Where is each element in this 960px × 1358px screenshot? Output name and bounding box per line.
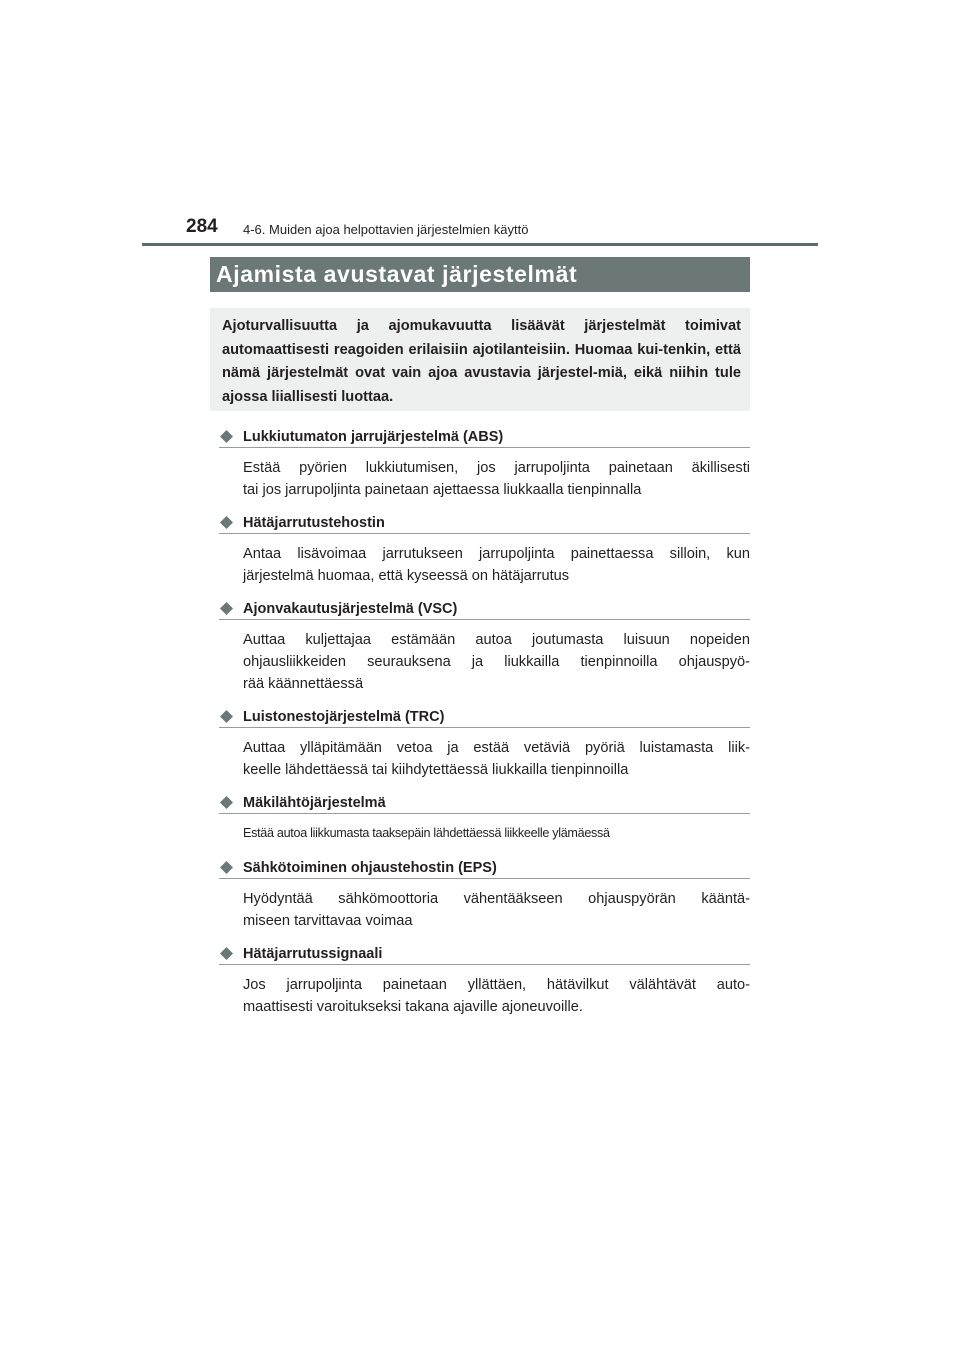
diamond-bullet-icon	[220, 602, 233, 615]
section-title: Luistonestojärjestelmä (TRC)	[243, 708, 445, 725]
section-title: Lukkiutumaton jarrujärjestelmä (ABS)	[243, 428, 504, 445]
section-heading	[219, 598, 750, 620]
body-line: rää käännettäessä	[243, 676, 364, 692]
section	[219, 706, 750, 781]
intro-box: Ajoturvallisuutta ja ajomukavuutta lisäävät järjestelmät toimivat automaattisesti reagoiden erilaisiin ajotilanteisiin. Huomaa kui-tenkin, että nämä järjestelmät ovat vain ajoa avustavia järjestel-miä, eikä niihin tule ajossa liiallisesti luottaa.	[210, 308, 750, 411]
section-title: Hätäjarrutussignaali	[243, 945, 383, 962]
body-line: Jos jarrupoljinta painetaan yllättäen, hätävilkut välähtävät auto-	[243, 977, 750, 993]
section	[219, 512, 750, 587]
diamond-bullet-icon	[220, 710, 233, 723]
page-title: Ajamista avustavat järjestelmät	[210, 257, 750, 292]
section-title: Hätäjarrutustehostin	[243, 514, 385, 531]
section-body	[243, 823, 750, 843]
section-heading	[219, 706, 750, 728]
body-line: ohjausliikkeiden seurauksena ja liukkailla tienpinnoilla ohjauspyö-	[243, 654, 750, 670]
body-line: Auttaa ylläpitämään vetoa ja estää vetäviä pyöriä luistamasta liik-	[243, 740, 750, 756]
section-heading	[219, 426, 750, 448]
running-head: 4-6. Muiden ajoa helpottavien järjestelmien käyttö	[243, 222, 529, 237]
section-heading	[219, 512, 750, 534]
section-body	[243, 629, 750, 695]
section-body	[243, 737, 750, 781]
section	[219, 426, 750, 501]
section	[219, 943, 750, 1018]
sections-container	[219, 426, 750, 1029]
body-line: järjestelmä huomaa, että kyseessä on hätäjarrutus	[243, 568, 570, 584]
body-line: Hyödyntää sähkömoottoria vähentääkseen ohjauspyörän kääntä-	[243, 891, 750, 907]
section-body	[243, 974, 750, 1018]
section-heading	[219, 857, 750, 879]
body-line: maattisesti varoitukseksi takana ajaville ajoneuvoille.	[243, 999, 583, 1015]
body-line: miseen tarvittavaa voimaa	[243, 913, 413, 929]
diamond-bullet-icon	[220, 516, 233, 529]
section	[219, 598, 750, 695]
section-title: Sähkötoiminen ohjaustehostin (EPS)	[243, 859, 497, 876]
body-line: Estää autoa liikkumasta taaksepäin lähdettäessä liikkeelle ylämäessä	[243, 826, 610, 840]
diamond-bullet-icon	[220, 861, 233, 874]
section-heading	[219, 792, 750, 814]
diamond-bullet-icon	[220, 430, 233, 443]
section-body	[243, 888, 750, 932]
diamond-bullet-icon	[220, 947, 233, 960]
section-title: Ajonvakautusjärjestelmä (VSC)	[243, 600, 458, 617]
body-line: Antaa lisävoimaa jarrutukseen jarrupoljinta painettaessa silloin, kun	[243, 546, 750, 562]
section-body	[243, 543, 750, 587]
section-title: Mäkilähtöjärjestelmä	[243, 794, 386, 811]
body-line: keelle lähdettäessä tai kiihdytettäessä liukkailla tienpinnoilla	[243, 762, 629, 778]
section-body	[243, 457, 750, 501]
body-line: tai jos jarrupoljinta painetaan ajettaessa liukkaalla tienpinnalla	[243, 482, 642, 498]
section	[219, 792, 750, 843]
body-line: Auttaa kuljettajaa estämään autoa joutumasta luisuun nopeiden	[243, 632, 750, 648]
body-line: Estää pyörien lukkiutumisen, jos jarrupoljinta painetaan äkillisesti	[243, 460, 750, 476]
header-rule	[142, 243, 818, 246]
diamond-bullet-icon	[220, 796, 233, 809]
section	[219, 857, 750, 932]
section-heading	[219, 943, 750, 965]
page-number: 284	[186, 216, 218, 237]
